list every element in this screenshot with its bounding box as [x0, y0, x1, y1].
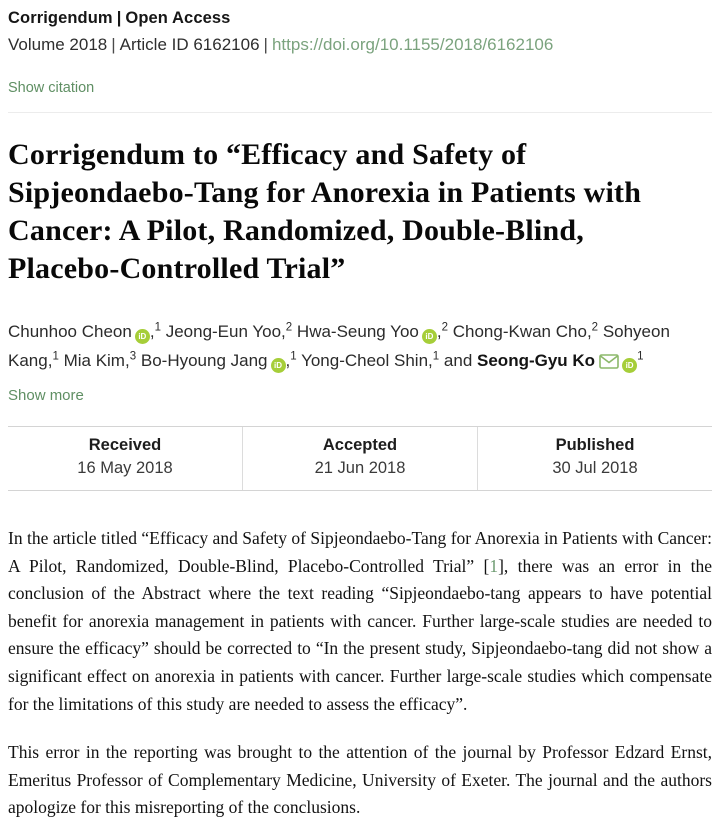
affiliation-superscript: 2: [591, 321, 599, 334]
article-id-line: [8, 35, 712, 55]
separator: ,: [124, 351, 130, 370]
paragraph-text: ], there was an error in the conclusion of the Abstract where the text reading “Sipjeondaebo-tang appears to have potential benefit for anorexia management in patients with cancer. Further large-scale studies are needed to ensure the efficacy” should be corrected to “In the present study, Sipjeondaebo-tang did not show a significant effect on anorexia in patients with cancer. Further large-scale studies which compensate for the limitations of this study are needed to assess the efficacy”.: [8, 555, 712, 714]
article-type-label: Corrigendum: [8, 9, 113, 27]
affiliation-superscript: 1: [154, 321, 161, 334]
paragraph-text: In the article titled “Efficacy and Safety of Sipjeondaebo-Tang for Anorexia in Patients with Cancer: A Pilot, Randomized, Double-Blind, Placebo-Controlled Trial” [: [8, 528, 712, 576]
affiliation-superscript: 2: [285, 321, 293, 334]
published-label: Published: [555, 436, 635, 454]
affiliation-superscript: 1: [52, 350, 59, 363]
author-name: Mia Kim: [63, 351, 125, 370]
email-icon[interactable]: [599, 349, 619, 378]
author-name: Yong-Cheol Shin: [301, 351, 429, 370]
separator: ,: [281, 322, 286, 341]
doi-link[interactable]: https://doi.org/10.1155/2018/6162106: [271, 35, 554, 54]
author-name: Hwa-Seung Yoo: [296, 322, 419, 341]
article-id-label: Article ID 6162106: [119, 35, 260, 54]
separator: ,: [428, 351, 433, 370]
article-body: [8, 525, 712, 822]
affiliation-superscript: 1: [290, 350, 297, 363]
author: [453, 322, 598, 341]
author: [141, 351, 297, 370]
accepted-cell: [243, 427, 478, 490]
received-label: Received: [88, 436, 162, 454]
accepted-label: Accepted: [322, 436, 398, 454]
body-paragraph-2: This error in the reporting was brought to the attention of the journal by Professor Edzard Ernst, Emeritus Professor of Complementary Medicine, University of Exeter. The journal and the authors apologize for this misreporting of the conclusions.: [8, 742, 712, 818]
affiliation-superscript: 1: [432, 350, 440, 363]
show-more-link[interactable]: Show more: [8, 387, 84, 404]
dates-table: [8, 426, 712, 491]
reference-link-1[interactable]: 1: [489, 555, 499, 576]
author: [297, 322, 448, 341]
author-name: Chong-Kwan Cho: [452, 322, 587, 341]
separator: |: [111, 35, 116, 54]
orcid-icon[interactable]: iD: [422, 329, 437, 344]
published-date: 30 Jul 2018: [552, 459, 638, 477]
author: [166, 322, 292, 341]
separator: ,: [436, 322, 442, 341]
affiliation-superscript: 3: [129, 350, 137, 363]
header-divider: [8, 112, 712, 113]
author-name: Chunhoo Cheon: [8, 322, 132, 341]
open-access-label: Open Access: [125, 9, 231, 27]
article-meta-line: [8, 9, 712, 28]
separator: |: [263, 35, 268, 54]
author: [64, 351, 137, 370]
author-name: Sohyeon Kang: [8, 322, 670, 370]
separator: ,: [285, 351, 291, 370]
affiliation-superscript: 1: [637, 350, 644, 363]
body-paragraph-1: [8, 525, 712, 718]
orcid-icon[interactable]: iD: [271, 358, 286, 373]
author: [8, 322, 161, 341]
affiliation-superscript: 2: [441, 321, 448, 334]
accepted-date: 21 Jun 2018: [314, 459, 406, 477]
received-date: 16 May 2018: [77, 459, 173, 477]
separator: ,: [47, 351, 53, 370]
author-name: Jeong-Eun Yoo: [165, 322, 282, 341]
author-name: Seong-Gyu Ko: [477, 351, 596, 370]
received-cell: [8, 427, 243, 490]
separator: ,: [149, 322, 155, 341]
show-citation-link[interactable]: Show citation: [8, 80, 95, 96]
author-name: Bo-Hyoung Jang: [140, 351, 268, 370]
and-connector: and: [443, 351, 473, 370]
author-corresponding: [477, 351, 643, 370]
author-list: [8, 317, 712, 378]
separator: ,: [586, 322, 592, 341]
article-header: [8, 9, 712, 97]
separator: |: [116, 9, 122, 27]
volume-label: Volume 2018: [8, 35, 108, 54]
article-title: Corrigendum to “Efficacy and Safety of Sipjeondaebo-Tang for Anorexia in Patients with Cancer: A Pilot, Randomized, Double-Blind, Placebo-Controlled Trial”: [8, 138, 642, 285]
orcid-icon[interactable]: iD: [622, 358, 637, 373]
author: [301, 351, 439, 370]
orcid-icon[interactable]: iD: [135, 329, 150, 344]
published-cell: [478, 427, 712, 490]
